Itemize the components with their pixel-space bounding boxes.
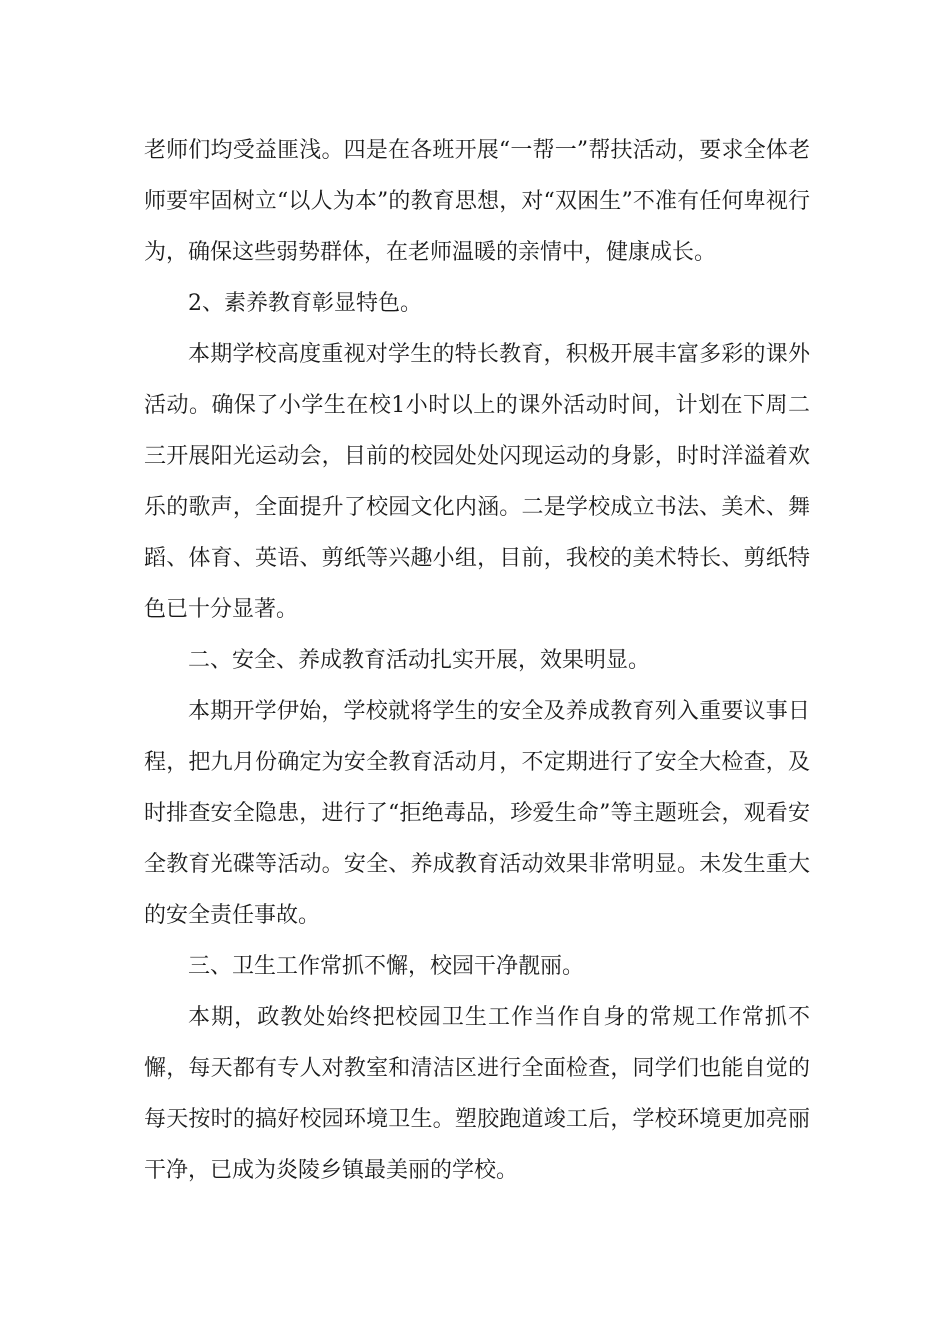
paragraph-continuation: 老师们均受益匪浅。四是在各班开展“一帮一”帮扶活动，要求全体老师要牢固树立“以人为本”的教育思想，对“双困生”不准有任何卑视行为，确保这些弱势群体，在老师温暖的亲情中，健康成长。 bbox=[144, 138, 810, 265]
section-heading-quality-education: 2、素养教育彰显特色。 bbox=[188, 291, 422, 316]
section-heading-hygiene: 三、卫生工作常抓不懈，校园干净靓丽。 bbox=[188, 954, 585, 979]
paragraph-quality-education: 本期学校高度重视对学生的特长教育，积极开展丰富多彩的课外活动。确保了小学生在校1小时以上的课外活动时间，计划在下周二三开展阳光运动会，目前的校园处处闪现运动的身影，时时洋溢着欢乐的歌声，全面提升了校园文化内涵。二是学校成立书法、美术、舞蹈、体育、英语、剪纸等兴趣小组，目前，我校的美术特长、剪纸特色已十分显著。 bbox=[144, 342, 810, 622]
paragraph-hygiene: 本期，政教处始终把校园卫生工作当作自身的常规工作常抓不懈，每天都有专人对教室和清洁区进行全面检查，同学们也能自觉的每天按时的搞好校园环境卫生。塑胶跑道竣工后，学校环境更加亮丽干净，已成为炎陵乡镇最美丽的学校。 bbox=[144, 1005, 810, 1183]
paragraph-safety: 本期开学伊始，学校就将学生的安全及养成教育列入重要议事日程，把九月份确定为安全教育活动月，不定期进行了安全大检查，及时排查安全隐患，进行了“拒绝毒品，珍爱生命”等主题班会，观看安全教育光碟等活动。安全、养成教育活动效果非常明显。未发生重大的安全责任事故。 bbox=[144, 699, 810, 928]
section-heading-safety: 二、安全、养成教育活动扎实开展，效果明显。 bbox=[188, 648, 651, 673]
